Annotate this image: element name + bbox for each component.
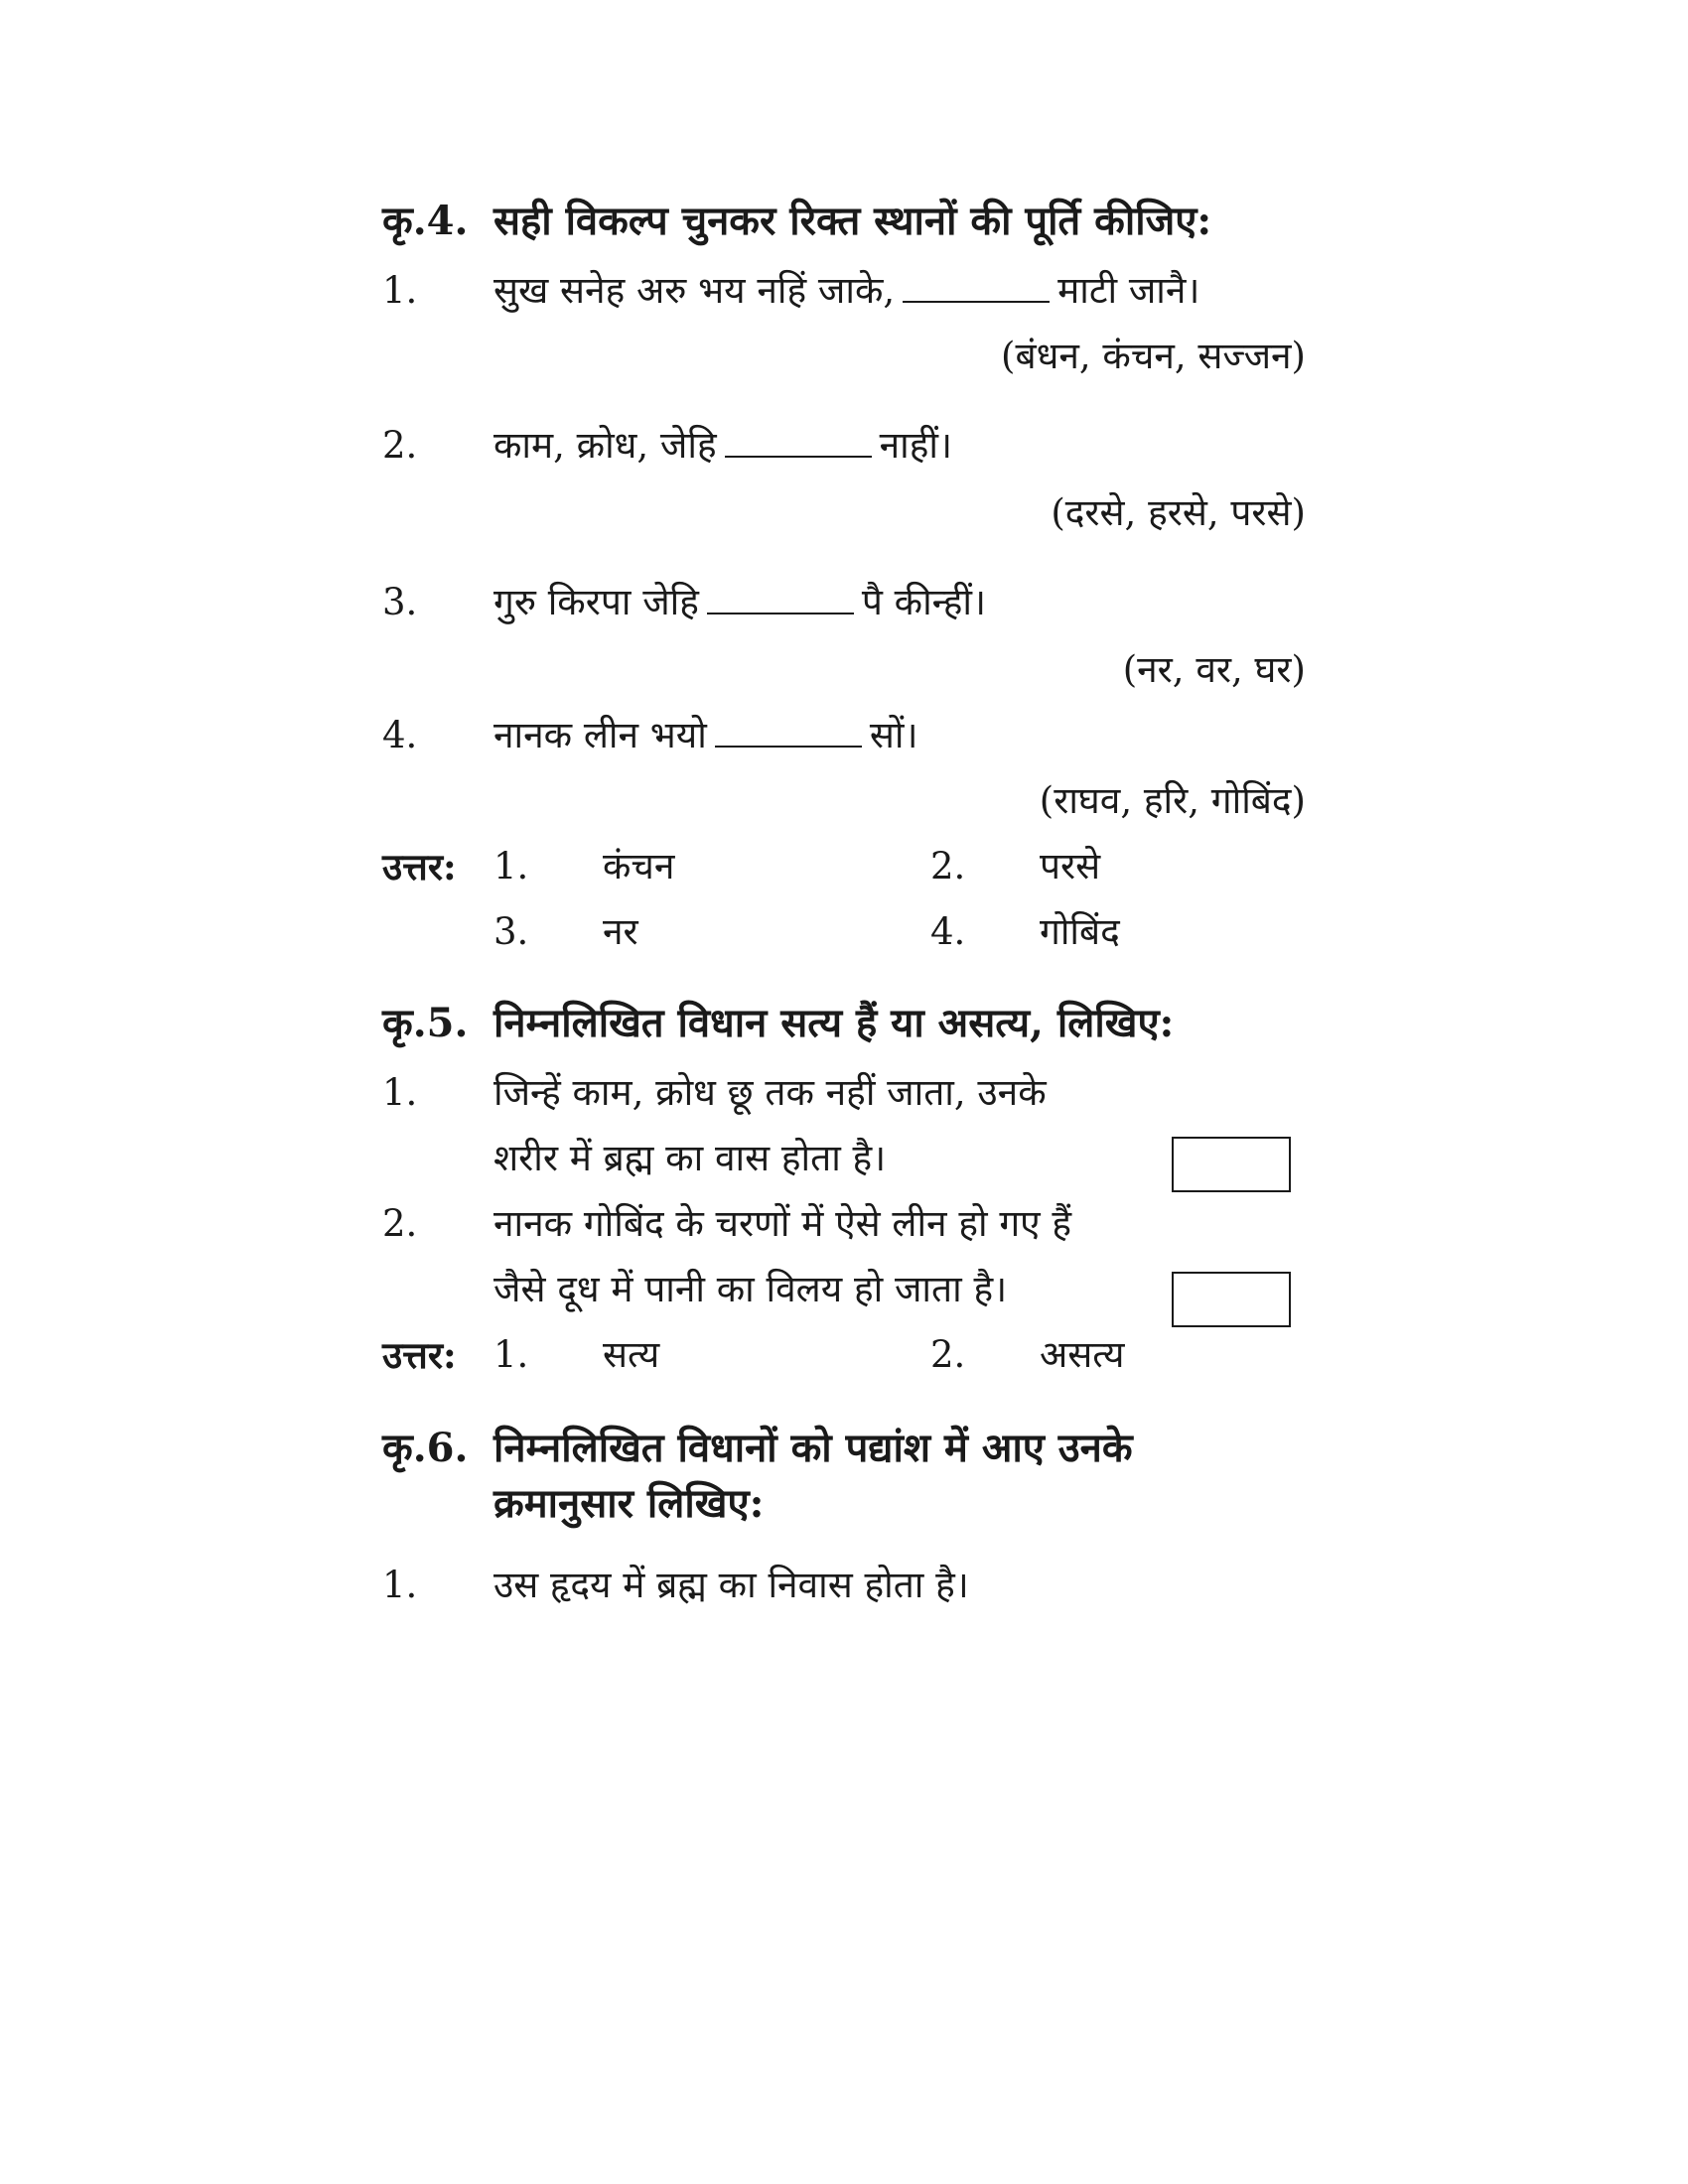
q4-answer-1-value: कंचन — [603, 845, 675, 887]
q4-item-1-blank — [903, 265, 1050, 303]
q6-number: कृ.6. — [382, 1425, 469, 1471]
q4-item-4-number: 4. — [382, 714, 418, 756]
q4-item-2-number: 2. — [382, 424, 418, 467]
q4-answer-3-value: नर — [603, 910, 638, 953]
q4-item-3-after: पै कीन्हीं। — [861, 581, 986, 623]
q5-answer-label: उत्तर: — [382, 1333, 457, 1377]
q5-answer-1-value: सत्य — [603, 1333, 660, 1376]
q5-item-2-line1: नानक गोबिंद के चरणों में ऐसे लीन हो गए हैं — [493, 1202, 1072, 1245]
q5-answer-2-number: 2. — [930, 1333, 966, 1376]
q5-number: कृ.5. — [382, 1000, 469, 1046]
q5-answer-2-value: असत्य — [1040, 1333, 1125, 1376]
q5-item-1-line2: शरीर में ब्रह्म का वास होता है। — [493, 1137, 887, 1179]
q4-item-1-before: सुख सनेह अरु भय नहिं जाके, — [493, 269, 896, 312]
q5-title: निम्नलिखित विधान सत्य हैं या असत्य, लिखिए: — [493, 1000, 1175, 1046]
q6-item-1-number: 1. — [382, 1564, 418, 1606]
q4-item-2-before: काम, क्रोध, जेहि — [493, 424, 717, 467]
q5-item-1-answer-box[interactable] — [1172, 1137, 1291, 1192]
q4-answer-4-value: गोबिंद — [1040, 910, 1120, 953]
q4-answer-1-number: 1. — [493, 845, 529, 887]
q4-heading — [382, 194, 1211, 249]
q4-item-1-after: माटी जानै। — [1057, 269, 1200, 312]
q4-item-4-blank — [715, 710, 862, 748]
q4-item-2-options: (दरसे, हरसे, परसे) — [1051, 491, 1306, 534]
q6-title-line2: क्रमानुसार लिखिए: — [493, 1480, 765, 1527]
q4-item-4-after: सों। — [869, 714, 918, 756]
q5-item-2-number: 2. — [382, 1202, 418, 1245]
q4-answer-2-value: परसे — [1040, 845, 1101, 887]
q5-answer-1-number: 1. — [493, 1333, 529, 1376]
q4-item-3-before: गुरु किरपा जेहि — [493, 581, 699, 623]
q5-item-1-number: 1. — [382, 1071, 418, 1114]
q4-item-3-blank — [707, 577, 854, 614]
q4-item-2-after: नाहीं। — [879, 424, 952, 467]
q5-item-2-answer-box[interactable] — [1172, 1272, 1291, 1327]
q5-heading — [382, 996, 1174, 1051]
q6-title-line1: निम्नलिखित विधानों को पद्यांश में आए उनके — [493, 1425, 1133, 1471]
q4-answer-4-number: 4. — [930, 910, 966, 953]
q4-item-4-options: (राघव, हरि, गोबिंद) — [1039, 779, 1306, 822]
q4-item-1-options: (बंधन, कंचन, सज्जन) — [1001, 335, 1306, 377]
q6-item-1-text: उस हृदय में ब्रह्म का निवास होता है। — [493, 1564, 969, 1606]
q6-heading — [382, 1421, 1306, 1532]
q5-item-2-line2: जैसे दूध में पानी का विलय हो जाता है। — [493, 1268, 1008, 1310]
q4-answer-label: उत्तर: — [382, 845, 457, 888]
q4-item-3-number: 3. — [382, 581, 418, 623]
q4-number: कृ.4. — [382, 198, 469, 244]
q4-title: सही विकल्प चुनकर रिक्त स्थानों की पूर्ति कीजिए: — [493, 198, 1212, 244]
q4-item-3-options: (नर, वर, घर) — [1122, 648, 1306, 691]
q4-answer-3-number: 3. — [493, 910, 529, 953]
q4-item-4-before: नानक लीन भयो — [493, 714, 707, 756]
q4-item-1-number: 1. — [382, 269, 418, 312]
q4-item-2-blank — [725, 420, 872, 458]
q4-answer-2-number: 2. — [930, 845, 966, 887]
q5-item-1-line1: जिन्हें काम, क्रोध छू तक नहीं जाता, उनके — [493, 1071, 1047, 1114]
